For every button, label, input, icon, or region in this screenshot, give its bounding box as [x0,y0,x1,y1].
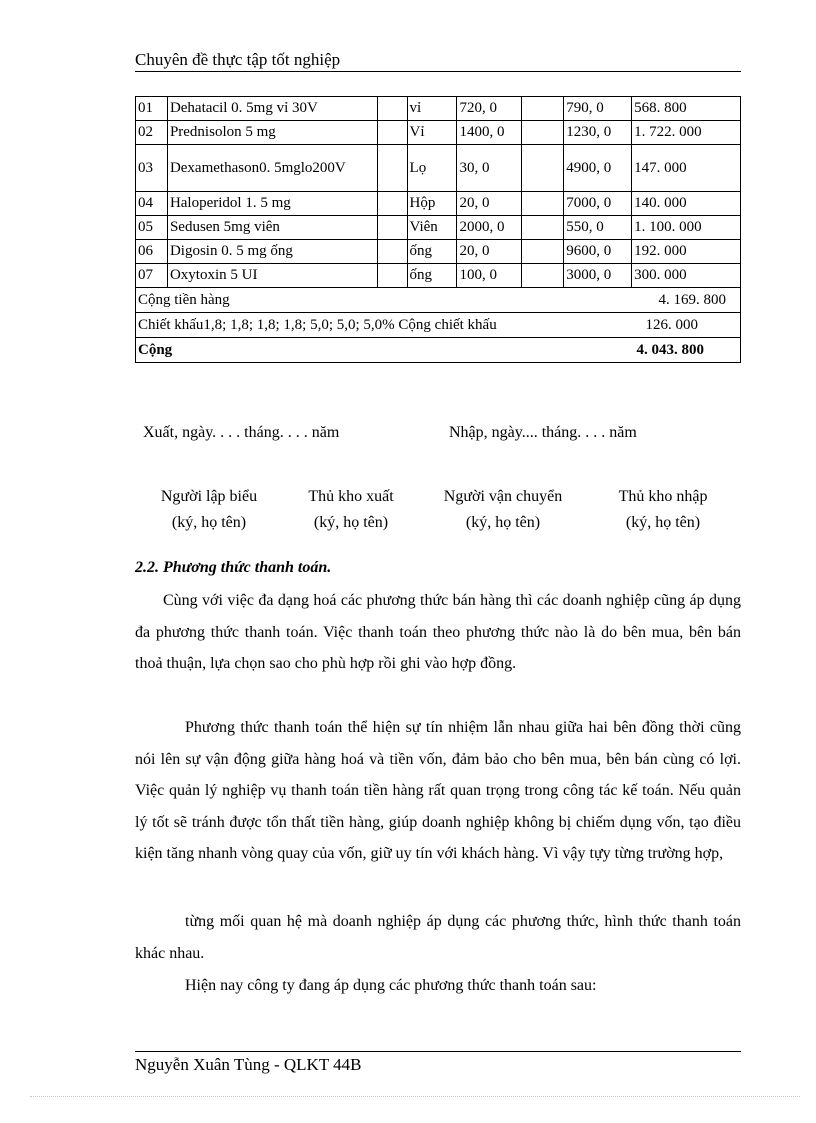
cell-price: 790, 0 [564,97,632,121]
subtotal-cell [136,288,741,313]
signature-import-keeper [600,484,726,536]
cell-qty-actual [522,192,564,216]
cell-qty-actual [522,216,564,240]
table-row [136,97,741,121]
cell-qty-actual [522,121,564,145]
cell-stt: 01 [136,97,168,121]
subtotal-label: Cộng tiền hàng [138,291,230,308]
signature-role: Thủ kho nhập [618,488,708,505]
table-row [136,121,741,145]
cell-code [377,240,407,264]
discount-cell [136,313,741,338]
cell-name: Oxytoxin 5 UI [167,264,377,288]
cell-qty-req: 1400, 0 [457,121,522,145]
cell-qty-actual [522,240,564,264]
cell-qty-req: 30, 0 [457,145,522,192]
paragraph-4: Hiện nay công ty đang áp dụng các phương thức thanh toán sau: [185,977,597,994]
cell-qty-req: 720, 0 [457,97,522,121]
cell-stt: 07 [136,264,168,288]
cell-name: Haloperidol 1. 5 mg [167,192,377,216]
cell-price: 1230, 0 [564,121,632,145]
total-cell [136,338,741,363]
cell-unit: ống [407,264,457,288]
cell-stt: 04 [136,192,168,216]
cell-qty-req: 100, 0 [457,264,522,288]
cell-code [377,216,407,240]
cell-name: Sedusen 5mg viên [167,216,377,240]
cell-unit: Hộp [407,192,457,216]
cell-name: Dehatacil 0. 5mg vỉ 30V [167,97,377,121]
cell-amount: 1. 722. 000 [632,121,741,145]
signature-note: (ký, họ tên) [465,514,541,531]
cell-qty-req: 20, 0 [457,240,522,264]
cell-price: 550, 0 [564,216,632,240]
cell-unit: Viên [407,216,457,240]
page-edge-divider [30,1096,800,1097]
table-row [136,145,741,192]
signature-note: (ký, họ tên) [313,514,389,531]
cell-stt: 06 [136,240,168,264]
cell-code [377,192,407,216]
cell-amount: 1. 100. 000 [632,216,741,240]
cell-price: 9600, 0 [564,240,632,264]
section-heading: 2.2. Phương thức thanh toán. [135,559,332,576]
cell-stt: 03 [136,145,168,192]
signature-preparer [143,484,275,536]
footer-rule [135,1051,741,1052]
paragraph-3: từng mối quan hệ mà doanh nghiệp áp dụng các phương thức, hình thức thanh toán khác nhau. [135,913,741,962]
subtotal-row [136,288,741,313]
cell-qty-req: 2000, 0 [457,216,522,240]
cell-unit: Lọ [407,145,457,192]
cell-amount: 568. 800 [632,97,741,121]
cell-unit: ống [407,240,457,264]
signature-transporter [427,484,579,536]
cell-qty-actual [522,145,564,192]
table-row [136,216,741,240]
cell-amount: 300. 000 [632,264,741,288]
cell-unit: Vỉ [407,121,457,145]
subtotal-value: 4. 169. 800 [658,291,726,308]
header-rule [135,71,741,72]
page-header-title: Chuyên đề thực tập tốt nghiệp [135,50,341,69]
total-row [136,338,741,363]
cell-price: 7000, 0 [564,192,632,216]
cell-code [377,264,407,288]
cell-code [377,145,407,192]
signature-role: Người vận chuyển [443,488,563,505]
signature-note: (ký, họ tên) [171,514,247,531]
table-row [136,240,741,264]
cell-qty-actual [522,264,564,288]
invoice-table [135,96,741,363]
paragraph-2: Phương thức thanh toán thể hiện sự tín nhiệm lẫn nhau giữa hai bên đồng thời cũng nói lên sự vận động giữa hàng hoá và tiền vốn, đảm bảo cho bên mua, bên bán cùng có lợi. Việc quản lý nghiệp vụ thanh toán tiền hàng rất quan trọng trong công tác kế toán. Nếu quản lý tốt sẽ tránh được tổn thất tiền hàng, giúp doanh nghiệp không bị chiếm dụng vốn, tạo điều kiện tăng nhanh vòng quay của vốn, giữ uy tín với khách hàng. Vì vậy tựy từng trường hợp, [135,719,741,862]
cell-stt: 05 [136,216,168,240]
cell-unit: vỉ [407,97,457,121]
cell-price: 3000, 0 [564,264,632,288]
export-date-line: Xuất, ngày. . . . tháng. . . . năm [143,424,340,441]
cell-name: Digosin 0. 5 mg ống [167,240,377,264]
paragraph-1: Cùng với việc đa dạng hoá các phương thức bán hàng thì các doanh nghiệp cũng áp dụng đa phương thức thanh toán. Việc thanh toán theo phương thức nào là do bên mua, bên bán thoả thuận, lựa chọn sao cho phù hợp rồi ghi vào hợp đồng. [135,592,741,672]
discount-row [136,313,741,338]
signature-role: Thủ kho xuất [308,488,394,505]
cell-price: 4900, 0 [564,145,632,192]
cell-code [377,97,407,121]
total-value: 4. 043. 800 [636,341,704,358]
table-row [136,264,741,288]
cell-stt: 02 [136,121,168,145]
discount-label: Chiết khấu1,8; 1,8; 1,8; 1,8; 5,0; 5,0; 5,0% Cộng chiết khấu [138,316,497,333]
cell-amount: 140. 000 [632,192,741,216]
import-date-line: Nhập, ngày.... tháng. . . . năm [449,424,637,441]
signature-export-keeper [293,484,409,536]
signature-role: Người lập biểu [160,488,258,505]
cell-name: Dexamethason0. 5mglo200V [167,145,377,192]
cell-name: Prednisolon 5 mg [167,121,377,145]
footer-author: Nguyễn Xuân Tùng - QLKT 44B [135,1055,362,1074]
signature-note: (ký, họ tên) [625,514,701,531]
cell-amount: 147. 000 [632,145,741,192]
cell-qty-req: 20, 0 [457,192,522,216]
discount-value: 126. 000 [645,316,698,333]
table-row [136,192,741,216]
cell-amount: 192. 000 [632,240,741,264]
cell-code [377,121,407,145]
cell-qty-actual [522,97,564,121]
total-label: Cộng [138,341,173,358]
